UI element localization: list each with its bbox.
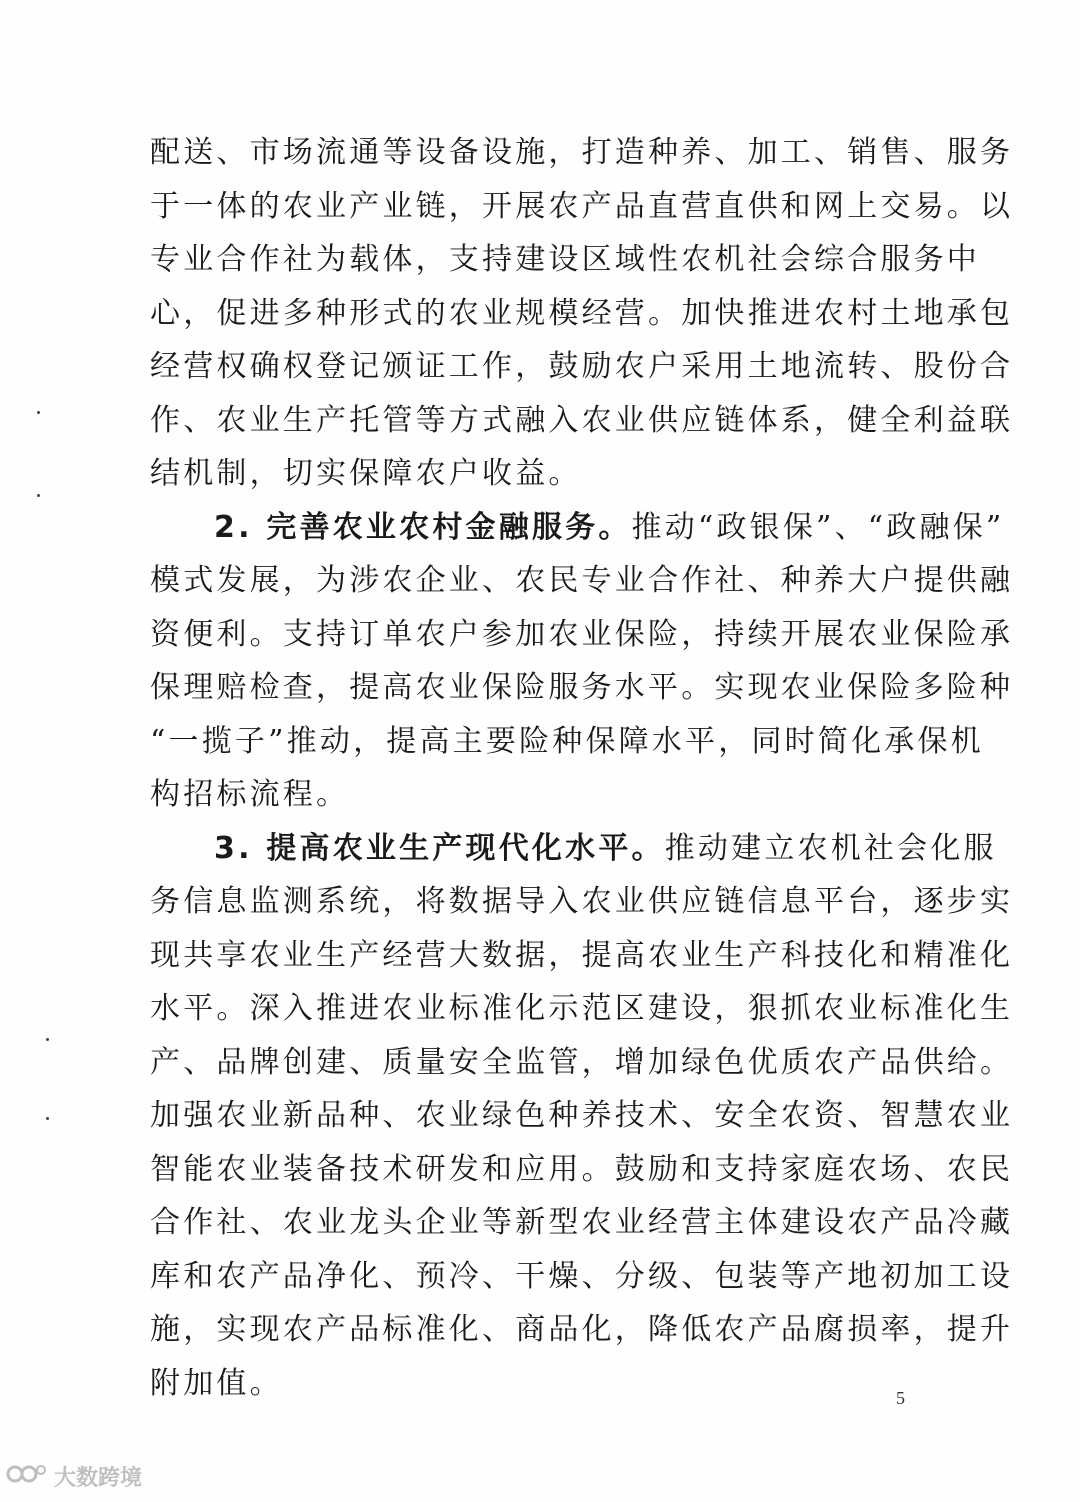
text-line: 心，促进多种形式的农业规模经营。加快推进农村土地承包 [150, 295, 1014, 331]
text-line: 结机制，切实保障农户收益。 [150, 456, 582, 491]
text-line: 库和农产品净化、预冷、干燥、分级、包装等产地初加工设 [150, 1258, 1014, 1294]
section-2-first-line [150, 501, 1005, 555]
section-2-lead: 推动“政银保”、“政融保” [631, 509, 1005, 545]
section-3-first-line [150, 822, 997, 876]
text-line: 现共享农业生产经营大数据，提高农业生产科技化和精准化 [150, 937, 1014, 973]
watermark-logo-icon [6, 1460, 48, 1492]
text-line: 于一体的农业产业链，开展农产品直营直供和网上交易。以 [150, 188, 1014, 224]
text-line: 附加值。 [150, 1365, 283, 1401]
text-line: 保理赔检查，提高农业保险服务水平。实现农业保险多险种 [150, 670, 1014, 705]
text-line: 专业合作社为载体，支持建设区域性农机社会综合服务中 [150, 242, 980, 277]
text-line: 施，实现农产品标准化、商品化，降低农产品腐损率，提升 [150, 1312, 1014, 1347]
scan-speck [46, 1038, 49, 1041]
text-line: 智能农业装备技术研发和应用。鼓励和支持家庭农场、农民 [150, 1151, 1014, 1187]
text-line: 模式发展，为涉农企业、农民专业合作社、种养大户提供融 [150, 563, 1014, 598]
text-line: 资便利。支持订单农户参加农业保险，持续开展农业保险承 [150, 616, 1014, 652]
text-line: 构招标流程。 [150, 777, 350, 812]
section-2-heading: 2. 完善农业农村金融服务。 [214, 509, 632, 545]
scan-speck [37, 494, 40, 497]
section-3-heading: 3. 提高农业生产现代化水平。 [214, 830, 665, 866]
text-line: 务信息监测系统，将数据导入农业供应链信息平台，逐步实 [150, 884, 1014, 919]
text-line: “一揽子”推动，提高主要险种保障水平，同时简化承保机 [150, 723, 984, 759]
page-number: 5 [896, 1388, 905, 1408]
scan-speck [46, 1117, 49, 1120]
section-3-lead: 推动建立农机社会化服 [664, 830, 997, 866]
text-line: 作、农业生产托管等方式融入农业供应链体系，健全利益联 [150, 402, 1014, 438]
text-line: 经营权确权登记颁证工作，鼓励农户采用土地流转、股份合 [150, 349, 1014, 384]
body-text [150, 126, 1014, 1410]
scan-speck [37, 411, 40, 414]
watermark-text: 大数跨境 [54, 1465, 143, 1491]
text-line: 配送、市场流通等设备设施，打造种养、加工、销售、服务 [150, 135, 1014, 170]
text-line: 产、品牌创建、质量安全监管，增加绿色优质农产品供给。 [150, 1044, 1014, 1080]
text-line: 加强农业新品种、农业绿色种养技术、安全农资、智慧农业 [150, 1098, 1014, 1133]
text-line: 合作社、农业龙头企业等新型农业经营主体建设农产品冷藏 [150, 1205, 1014, 1240]
text-line: 水平。深入推进农业标准化示范区建设，狠抓农业标准化生 [150, 991, 1014, 1026]
watermark [6, 1460, 142, 1492]
